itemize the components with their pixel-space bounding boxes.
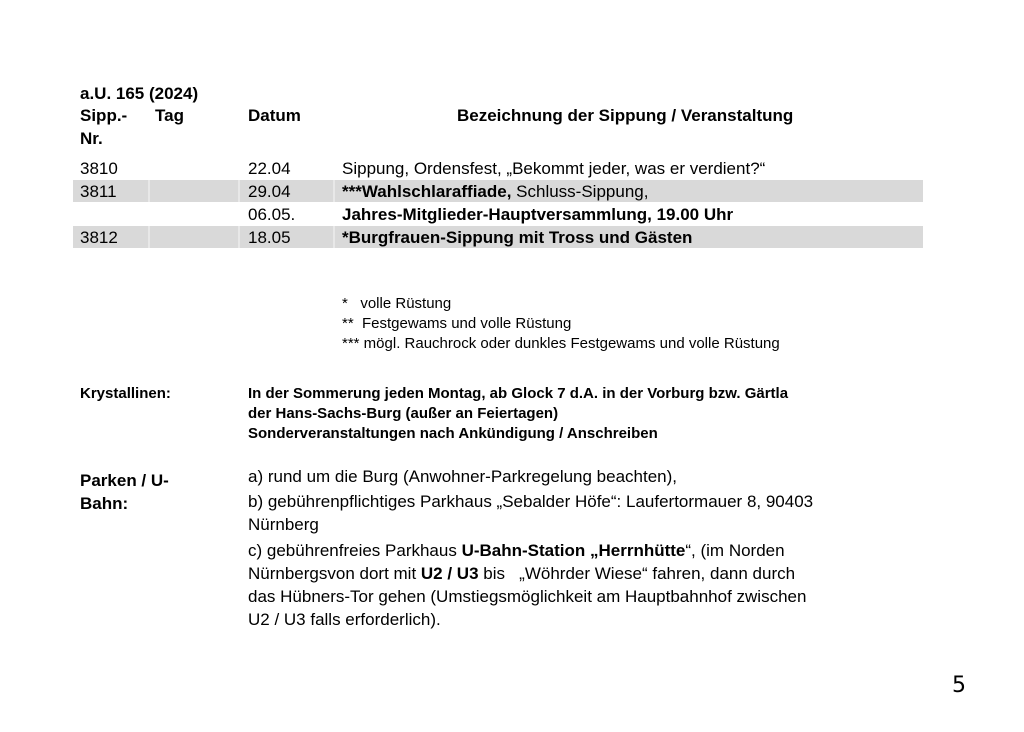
parken-c-text: “, (im Norden <box>685 541 785 560</box>
row-text-normal: Schluss-Sippung, <box>511 182 649 201</box>
cell-separator <box>333 226 335 248</box>
row-text-bold: ***Wahlschlaraffiade, <box>342 182 512 201</box>
cell-separator <box>333 180 335 202</box>
krystallinen-label: Krystallinen: <box>80 385 171 402</box>
cell-separator <box>148 180 150 202</box>
row-nr: 3810 <box>80 159 118 178</box>
parken-item-b-cont: Nürnberg <box>248 515 319 534</box>
row-datum: 29.04 <box>248 182 291 201</box>
col-header-nr: Nr. <box>80 129 103 148</box>
row-text-bold: *Burgfrauen-Sippung mit Tross und Gästen <box>342 228 693 247</box>
legend-item: *** mögl. Rauchrock oder dunkles Festgewams und volle Rüstung <box>342 335 780 352</box>
parken-c-text: c) gebührenfreies Parkhaus <box>248 541 462 560</box>
row-text <box>342 204 733 226</box>
parken-item-c-line4: U2 / U3 falls erforderlich). <box>248 610 441 629</box>
row-text-bold: Jahres-Mitglieder-Hauptversammlung, 19.00 Uhr <box>342 205 734 224</box>
legend-item: ** Festgewams und volle Rüstung <box>342 315 572 332</box>
parken-item-c <box>248 540 785 562</box>
krystallinen-line: der Hans-Sachs-Burg (außer an Feiertagen) <box>248 405 559 422</box>
parken-label: Parken / U- <box>80 471 169 490</box>
row-datum: 22.04 <box>248 159 291 178</box>
parken-c-text: bis „Wöhrder Wiese“ fahren, dann durch <box>478 564 796 583</box>
row-datum: 06.05. <box>248 205 296 224</box>
krystallinen-line: Sonderveranstaltungen nach Ankündigung / Anschreiben <box>248 425 658 442</box>
col-header-bezeichnung: Bezeichnung der Sippung / Veranstaltung <box>457 106 794 125</box>
parken-label-cont: Bahn: <box>80 494 129 513</box>
year-title: a.U. 165 (2024) <box>80 84 199 103</box>
page-number: 5 <box>952 673 966 698</box>
cell-separator <box>238 226 240 248</box>
row-text <box>342 158 765 180</box>
parken-c-station: U-Bahn-Station „Herrnhütte <box>461 541 686 560</box>
parken-c-text: Nürnbergsvon dort mit <box>248 564 421 583</box>
legend-item: * volle Rüstung <box>342 295 452 312</box>
row-datum: 18.05 <box>248 228 291 247</box>
cell-separator <box>148 226 150 248</box>
row-nr: 3811 <box>80 182 117 201</box>
col-header-tag: Tag <box>155 106 184 125</box>
col-header-sipp: Sipp.- <box>80 106 128 125</box>
row-nr: 3812 <box>80 228 118 247</box>
parken-item-a: a) rund um die Burg (Anwohner-Parkregelung beachten), <box>248 467 678 486</box>
col-header-datum: Datum <box>248 106 301 125</box>
cell-separator <box>238 180 240 202</box>
krystallinen-line: In der Sommerung jeden Montag, ab Glock 7 d.A. in der Vorburg bzw. Gärtla <box>248 385 789 402</box>
row-text <box>342 227 692 249</box>
parken-item-c-line3: das Hübners-Tor gehen (Umstiegsmöglichkeit am Hauptbahnhof zwischen <box>248 587 807 606</box>
row-text-normal: Sippung, Ordensfest, „Bekommt jeder, was er verdient?“ <box>342 159 766 178</box>
parken-c-lines: U2 / U3 <box>420 564 479 583</box>
parken-item-c-line2 <box>248 563 795 585</box>
parken-item-b: b) gebührenpflichtiges Parkhaus „Sebalder Höfe“: Laufertormauer 8, 90403 <box>248 492 814 511</box>
row-text <box>342 181 648 203</box>
